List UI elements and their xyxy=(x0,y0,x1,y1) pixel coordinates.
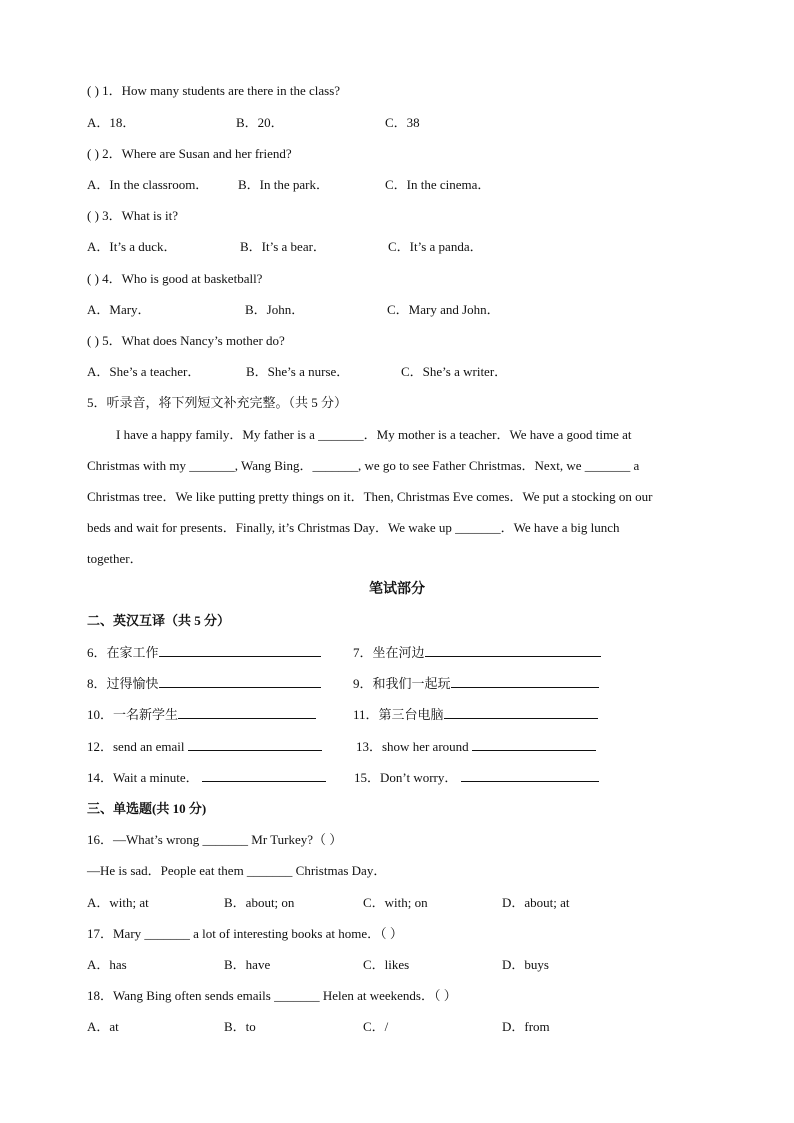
translation-item-9-label: 9．和我们一起玩 xyxy=(353,676,451,691)
question-18-option-a: A．at xyxy=(87,1019,119,1034)
translation-heading: 二、英汉互译（共 5 分） xyxy=(87,613,231,628)
answer-blank[interactable] xyxy=(472,738,596,751)
translation-item-10-label: 10．一名新学生 xyxy=(87,707,179,722)
translation-item-15 xyxy=(354,769,599,787)
answer-blank[interactable] xyxy=(178,706,316,719)
cloze-line-4: beds and wait for presents．Finally, it’s Christmas Day．We wake up _______．We have a big lunch xyxy=(87,520,620,535)
question-18-option-b: B．to xyxy=(224,1019,256,1034)
question-17-option-b: B．have xyxy=(224,957,271,972)
question-3-option-b: B．It’s a bear． xyxy=(240,239,326,254)
answer-blank[interactable] xyxy=(188,738,322,751)
translation-item-12 xyxy=(87,738,322,756)
question-2-option-c: C．In the cinema． xyxy=(385,177,491,192)
question-16-option-b: B．about; on xyxy=(224,895,295,910)
cloze-line-1: I have a happy family．My father is a _______．My mother is a teacher．We have a good time at xyxy=(116,427,632,442)
question-16-line-2: —He is sad．People eat them _______ Christmas Day． xyxy=(87,863,387,878)
question-17-option-a: A．has xyxy=(87,957,127,972)
translation-item-8 xyxy=(87,675,321,693)
question-4-option-c: C．Mary and John． xyxy=(387,302,500,317)
question-3-stem: ( ) 3．What is it? xyxy=(87,208,178,223)
question-3-option-c: C．It’s a panda． xyxy=(388,239,483,254)
question-5-option-b: B．She’s a nurse． xyxy=(246,364,350,379)
question-17-option-c: C．likes xyxy=(363,957,410,972)
translation-item-12-label: 12．send an email xyxy=(87,739,185,754)
question-18-option-c: C．/ xyxy=(363,1019,389,1034)
question-17-option-d: D．buys xyxy=(502,957,549,972)
question-5-option-a: A．She’s a teacher． xyxy=(87,364,201,379)
question-16-option-d: D．about; at xyxy=(502,895,570,910)
answer-blank[interactable] xyxy=(444,706,598,719)
translation-item-7 xyxy=(353,644,601,662)
question-18-line: 18．Wang Bing often sends emails _______ Helen at weekends．（ ） xyxy=(87,988,457,1003)
translation-item-8-label: 8．过得愉快 xyxy=(87,676,159,691)
answer-blank[interactable] xyxy=(461,769,599,782)
question-1-stem: ( ) 1．How many students are there in the class? xyxy=(87,83,341,98)
translation-item-6-label: 6．在家工作 xyxy=(87,645,159,660)
question-1-option-b: B．20． xyxy=(236,115,284,130)
written-part-title: 笔试部分 xyxy=(369,582,425,597)
translation-item-13 xyxy=(356,738,596,756)
question-17-line: 17．Mary _______ a lot of interesting books at home．（ ） xyxy=(87,926,403,941)
answer-blank[interactable] xyxy=(159,675,321,688)
question-4-option-a: A．Mary． xyxy=(87,302,151,317)
choice-heading: 三、单选题(共 10 分) xyxy=(87,801,207,816)
translation-item-14-label: 14．Wait a minute． xyxy=(87,770,199,785)
cloze-instruction: 5．听录音，将下列短文补充完整。（共 5 分） xyxy=(87,395,348,410)
translation-item-11-label: 11．第三台电脑 xyxy=(353,707,444,722)
question-18-option-d: D．from xyxy=(502,1019,550,1034)
translation-item-11 xyxy=(353,706,598,724)
answer-blank[interactable] xyxy=(425,644,601,657)
translation-item-6 xyxy=(87,644,321,662)
answer-blank[interactable] xyxy=(202,769,326,782)
question-16-option-c: C．with; on xyxy=(363,895,428,910)
question-1-option-a: A．18． xyxy=(87,115,136,130)
cloze-line-5: together． xyxy=(87,551,143,566)
question-1-option-c: C．38 xyxy=(385,115,420,130)
translation-item-9 xyxy=(353,675,599,693)
question-5-option-c: C．She’s a writer． xyxy=(401,364,508,379)
translation-item-14 xyxy=(87,769,326,787)
cloze-line-3: Christmas tree．We like putting pretty things on it．Then, Christmas Eve comes．We put a stocking on our xyxy=(87,489,653,504)
answer-blank[interactable] xyxy=(451,675,599,688)
translation-item-10 xyxy=(87,706,316,724)
question-16-line-1: 16．—What’s wrong _______ Mr Turkey?（ ） xyxy=(87,832,343,847)
question-5-stem: ( ) 5．What does Nancy’s mother do? xyxy=(87,333,285,348)
cloze-line-2: Christmas with my _______, Wang Bing．_______, we go to see Father Christmas．Next, we _______ a xyxy=(87,458,640,473)
question-4-stem: ( ) 4．Who is good at basketball? xyxy=(87,271,263,286)
question-2-option-b: B．In the park． xyxy=(238,177,329,192)
question-3-option-a: A．It’s a duck． xyxy=(87,239,177,254)
question-2-option-a: A．In the classroom． xyxy=(87,177,209,192)
translation-item-7-label: 7．坐在河边 xyxy=(353,645,425,660)
translation-item-15-label: 15．Don’t worry． xyxy=(354,770,458,785)
question-16-option-a: A．with; at xyxy=(87,895,149,910)
question-2-stem: ( ) 2．Where are Susan and her friend? xyxy=(87,146,292,161)
translation-item-13-label: 13．show her around xyxy=(356,739,469,754)
answer-blank[interactable] xyxy=(159,644,321,657)
question-4-option-b: B．John． xyxy=(245,302,305,317)
